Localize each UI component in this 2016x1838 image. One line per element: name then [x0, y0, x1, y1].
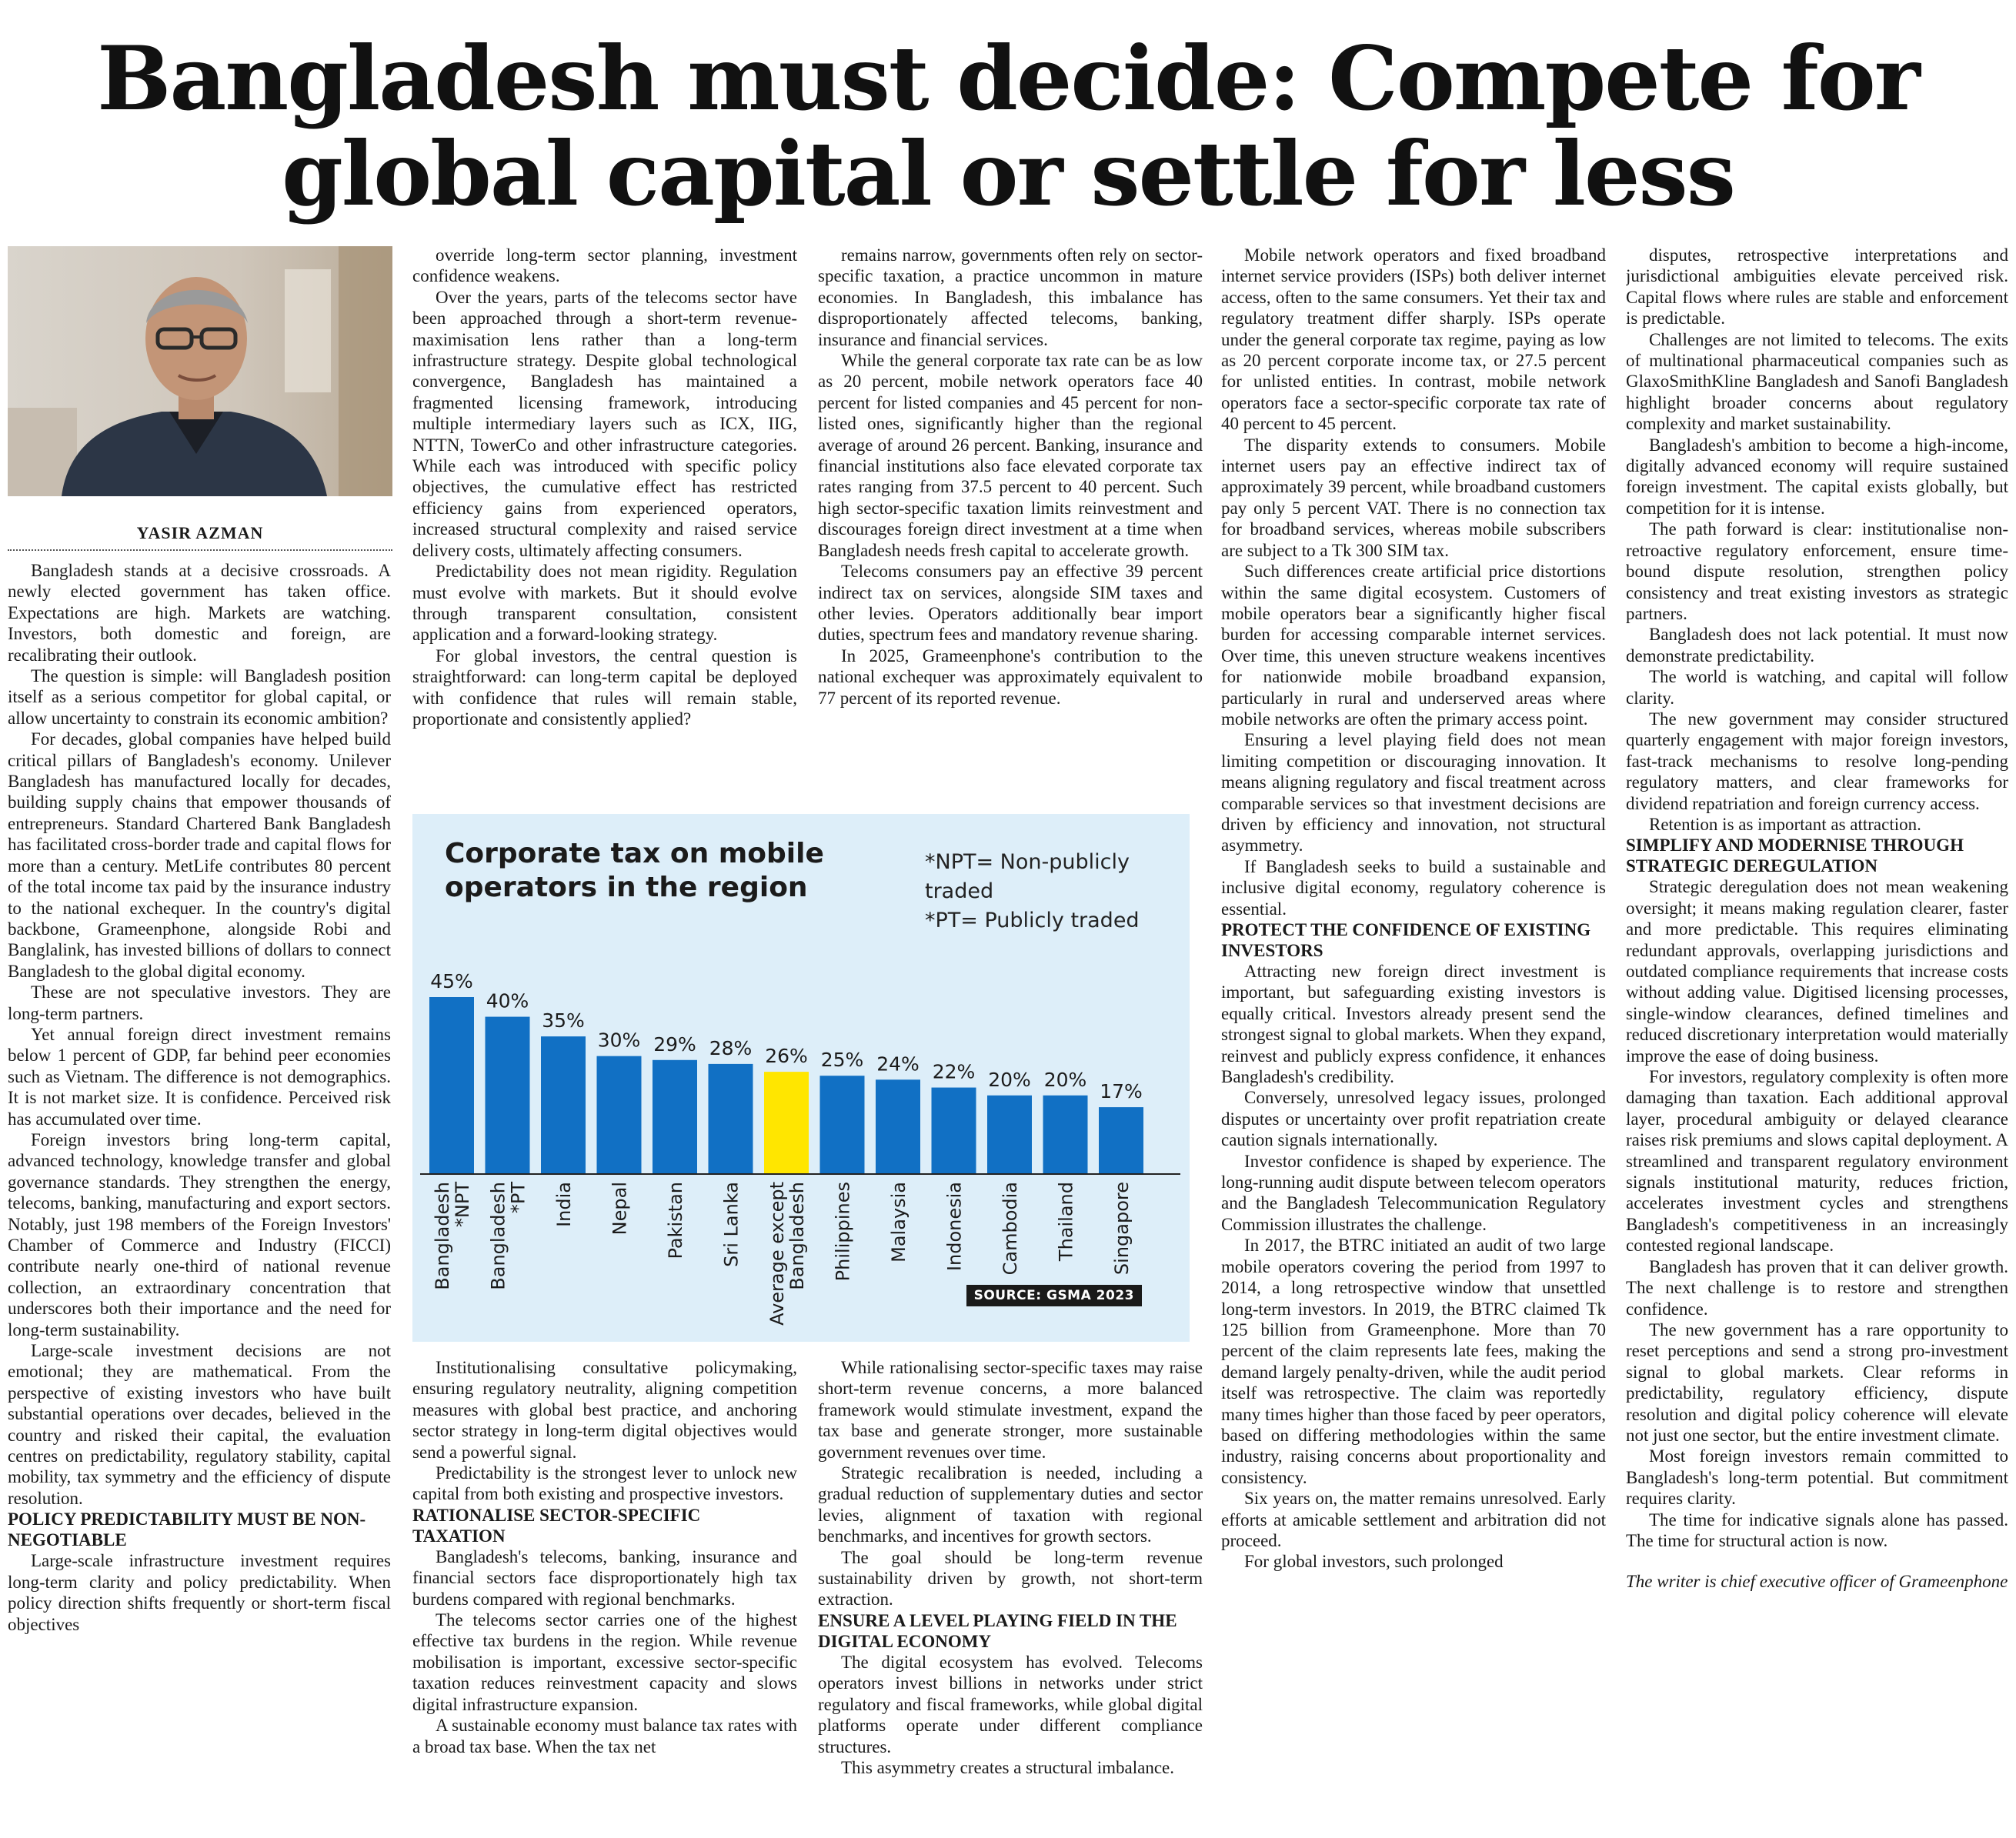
value-label: 17%: [1100, 1080, 1143, 1103]
category-label-line: *NPT: [452, 1182, 473, 1228]
bar-nepal: [597, 1056, 642, 1174]
bar-singapore: [1099, 1107, 1143, 1174]
category-label-line: Nepal: [609, 1182, 631, 1236]
value-label: 22%: [932, 1060, 976, 1083]
tax-chart: [412, 814, 1190, 1342]
value-label: 25%: [820, 1049, 864, 1072]
category-label-line: Pakistan: [665, 1182, 686, 1259]
value-label: 24%: [876, 1052, 920, 1076]
bar-pakistan: [653, 1060, 697, 1174]
category-label: [1000, 1182, 1021, 1275]
category-label: [944, 1182, 966, 1271]
value-label: 26%: [765, 1045, 808, 1068]
category-label: [721, 1182, 743, 1267]
category-label-line: Bangladesh: [786, 1182, 808, 1290]
column-2-top: [412, 245, 797, 814]
article-paragraph: remains narrow, governments often rely on sector-specific taxation, a practice uncommon in mature economies. In Bangladesh, this imbalance has disproportionately affected telecoms, banking, insurance and financial services.: [818, 245, 1203, 349]
value-label: 28%: [709, 1036, 753, 1059]
category-label-line: *PT: [507, 1182, 529, 1214]
article-paragraph: For decades, global companies have helped build critical pillars of Bangladesh's economy. Unilever Bangladesh has manufactured locally for decades, building supply chains that empower thousands of entrepreneurs. Standard Chartered Bank Bangladesh has facilitated cross-border trade and capital flows for more than a century. MetLife contributes 80 percent of the total income tax paid by the insurance industry to the national exchequer. In the country's digital backbone, Grameenphone, alongside Robi and Banglalink, has invested billions of dollars to connect Bangladesh to the global digital economy.: [8, 729, 391, 981]
article-paragraph: disputes, retrospective interpretations and jurisdictional ambiguities elevate perceived risk. Capital flows where rules are stable and enforcement is predictable.: [1626, 245, 2008, 329]
value-label: 35%: [542, 1009, 585, 1032]
article-paragraph: Large-scale investment decisions are not emotional; they are mathematical. From the perspective of existing investors who have built substantial operations over decades, believed in the country and risked their capital, the evaluation centres on predictability, regulatory stability, capital mobility, tax symmetry and the efficiency of dispute resolution.: [8, 1341, 391, 1508]
article-paragraph: For investors, regulatory complexity is often more damaging than taxation. Each additional approval layer, procedural ambiguity or delayed clearance raises risk premiums and slows capital deployment. A streamlined and transparent regulatory environment signals institutional maturity, reduces friction, accelerates investment cycles and strengthens Bangladesh's competitiveness in an increasingly contested regional landscape.: [1626, 1067, 2008, 1256]
column-1: [8, 560, 391, 1830]
article-paragraph: Telecoms consumers pay an effective 39 percent indirect tax on services, alongside SIM taxes and other levies. Operators additionally bear import duties, spectrum fees and mandatory revenue sharing.: [818, 562, 1203, 645]
article-paragraph: Bangladesh's telecoms, banking, insurance and financial sectors face disproportionately high tax burdens compared with regional benchmarks.: [412, 1546, 797, 1609]
article-paragraph: These are not speculative investors. They are long-term partners.: [8, 982, 391, 1023]
article-paragraph: The question is simple: will Bangladesh position itself as a serious competitor for global capital, or allow uncertainty to constrain its economic ambition?: [8, 666, 391, 728]
byline: YASIR AZMAN: [8, 523, 392, 551]
column-3-top: [818, 245, 1203, 814]
headline: [0, 27, 2016, 225]
article-paragraph: The disparity extends to consumers. Mobile internet users pay an effective indirect tax of approximately 39 percent, while broadband customers pay only 5 percent VAT. There is no connection tax for broadband services, whereas mobile subscribers are subject to a Tk 300 SIM tax.: [1221, 435, 1606, 560]
article-paragraph: Strategic deregulation does not mean weakening oversight; it means making regulation clearer, faster and more predictable. This requires eliminating redundant approvals, overlapping jurisdictions and outdated compliance requirements that increase costs without adding value. Digitised licensing processes, single-window clearances, defined timelines and reduced discretionary interpretation would materially improve the ease of doing business.: [1626, 877, 2008, 1066]
article-paragraph: Large-scale infrastructure investment requires long-term clarity and policy predictability. When policy direction shifts frequently or short-term fiscal objectives: [8, 1551, 391, 1634]
category-label: [766, 1182, 808, 1326]
article-paragraph: In 2017, the BTRC initiated an audit of two large mobile operators covering the period from 1997 to 2014, a long retrospective window that unsettled long-term investors. In 2019, the BTRC claimed Tk 125 billion from Grameenphone. More than 70 percent of the claim represents late fees, making the demand largely penalty-driven, while the audit period itself was retrospective. The claim was reportedly many times higher than those faced by peer operators, based on differing methodologies within the same industry, raising concerns about proportionality and consistency.: [1221, 1236, 1606, 1487]
bar-sri-lanka: [709, 1064, 753, 1174]
category-label: [553, 1182, 575, 1227]
article-paragraph: Six years on, the matter remains unresolved. Early efforts at amicable settlement and arbitration did not proceed.: [1221, 1489, 1606, 1550]
chart-source: SOURCE: GSMA 2023: [966, 1285, 1142, 1306]
article-paragraph: Bangladesh stands at a decisive crossroads. A newly elected government has taken office. Expectations are high. Markets are watching. Investors, both domestic and foreign, are recalibrating their outlook.: [8, 561, 391, 665]
column-3-bottom: [818, 1357, 1203, 1830]
category-label: [609, 1182, 631, 1235]
article-paragraph: The digital ecosystem has evolved. Telecoms operators invest billions in networks under strict regulatory and fiscal frameworks, while global digital platforms operate under different compliance structures.: [818, 1652, 1203, 1756]
category-label-line: Cambodia: [1000, 1182, 1021, 1276]
value-label: 20%: [1043, 1068, 1087, 1091]
article-paragraph: Such differences create artificial price distortions within the same digital ecosystem. Customers of mobile operators bear a significantly higher fiscal burden for accessing comparable internet services. Over time, this uneven structure weakens incentives for nationwide mobile broadband expansion, particularly in rural and underserved areas where mobile networks are often the primary access point.: [1221, 562, 1606, 729]
column-2-bottom: [412, 1357, 797, 1830]
article-paragraph: Yet annual foreign direct investment remains below 1 percent of GDP, far behind peer economies such as Vietnam. The difference is not demographics. It is not market size. It is confidence. Perceived risk has accumulated over time.: [8, 1024, 391, 1129]
bar-thailand: [1043, 1096, 1088, 1174]
article-paragraph: Challenges are not limited to telecoms. The exits of multinational pharmaceutical companies such as GlaxoSmithKline Bangladesh and Sanofi Bangladesh highlight broader concerns about regulatory complexity and market sustainability.: [1626, 329, 2008, 434]
category-label: [432, 1182, 473, 1290]
article-paragraph: A sustainable economy must balance tax rates with a broad tax base. When the tax net: [412, 1716, 797, 1756]
section-heading: POLICY PREDICTABILITY MUST BE NON-NEGOTIABLE: [8, 1509, 366, 1550]
headline-line-1: Bangladesh must decide: Compete for: [97, 27, 1919, 130]
article-paragraph: If Bangladesh seeks to build a sustainable and inclusive digital economy, regulatory coherence is essential.: [1221, 856, 1606, 919]
article-paragraph: Ensuring a level playing field does not mean limiting competition or discouraging innovation. It means aligning regulatory and fiscal treatment across comparable services so that investment decisions are driven by efficiency and innovation, not structural asymmetry.: [1221, 730, 1606, 856]
article-paragraph: This asymmetry creates a structural imbalance.: [841, 1757, 1174, 1777]
article-paragraph: Institutionalising consultative policymaking, ensuring regulatory neutrality, aligning competition measures with global best practice, and anchoring sector strategy in long-term digital objectives would send a powerful signal.: [412, 1358, 797, 1462]
article-paragraph: The new government has a rare opportunity to reset perceptions and send a strong pro-investment signal to global markets. Clear reforms in predictability, regulatory efficiency, dispute resolution and digital policy coherence will elevate not just one sector, but the entire investment climate.: [1626, 1319, 2008, 1445]
article-paragraph: For global investors, the central question is straightforward: can long-term capital be deployed with confidence that rules will remain stable, proportionate and consistently applied?: [412, 645, 797, 729]
category-label-line: India: [553, 1182, 575, 1227]
category-label-line: Sri Lanka: [720, 1182, 743, 1267]
category-label: [488, 1182, 529, 1290]
article-paragraph: The world is watching, and capital will follow clarity.: [1626, 667, 2008, 708]
article-paragraph: The path forward is clear: institutionalise non-retroactive regulatory enforcement, ensure time-bound dispute resolution, strengthen policy consistency and treat existing investors as strategic partners.: [1626, 519, 2008, 623]
section-heading: RATIONALISE SECTOR-SPECIFIC TAXATION: [412, 1505, 701, 1546]
category-label-line: Average except: [766, 1182, 788, 1326]
chart-plot: [412, 814, 1190, 1342]
legend-npt: *NPT= Non-publicly traded: [925, 850, 1130, 903]
bar-average-except-bangladesh: [764, 1072, 809, 1174]
article-paragraph: Most foreign investors remain committed to Bangladesh's long-term potential. But commitment requires clarity.: [1626, 1446, 2008, 1509]
article-paragraph: Attracting new foreign direct investment is important, but safeguarding existing investors is equally critical. Investors already present send the strongest signal to global markets. When they expand, reinvest and publicly express confidence, it enhances Bangladesh's credibility.: [1221, 962, 1606, 1087]
author-photo: [8, 246, 392, 496]
category-label-line: Indonesia: [943, 1182, 966, 1272]
article-paragraph: The new government may consider structured quarterly engagement with major foreign investors, fast-track mechanisms to resolve long-pending regulatory matters, and clear frameworks for dividend repatriation and foreign currency access.: [1626, 709, 2008, 813]
chart-title-line-1: Corporate tax on mobile: [445, 838, 824, 869]
category-label-line: Thailand: [1055, 1182, 1077, 1262]
bar-bangladesh-npt: [429, 997, 474, 1174]
value-label: 40%: [486, 989, 529, 1012]
article-paragraph: Predictability is the strongest lever to unlock new capital from both existing and prospective investors.: [412, 1463, 797, 1504]
legend-pt: *PT= Publicly traded: [925, 909, 1140, 932]
value-label: 45%: [430, 970, 473, 992]
article-paragraph: Predictability does not mean rigidity. Regulation must evolve with markets. But it should evolve through transparent consultation, consistent application and a forward-looking strategy.: [412, 562, 797, 645]
bar-cambodia: [987, 1096, 1032, 1174]
section-heading: ENSURE A LEVEL PLAYING FIELD IN THE DIGITAL ECONOMY: [818, 1610, 1177, 1651]
article-paragraph: The goal should be long-term revenue sustainability driven by growth, not short-term extraction.: [818, 1547, 1203, 1610]
article-paragraph: Strategic recalibration is needed, including a gradual reduction of supplementary duties and sector levies, alignment of taxation with regional benchmarks, and incentives for growth sectors.: [818, 1463, 1203, 1546]
article-paragraph: The writer is chief executive officer of Grameenphone: [1626, 1572, 2008, 1592]
category-label: [665, 1182, 686, 1259]
bar-malaysia: [876, 1079, 920, 1174]
article-paragraph: Foreign investors bring long-term capital, advanced technology, knowledge transfer and global governance standards. They strengthen the energy, telecoms, banking, manufacturing and export sectors. Notably, just 198 members of the Foreign Investors' Chamber of Commerce and Industry (FICCI) contribute nearly one-third of national revenue collection, an extraordinary concentration that underscores both their importance and the need for long-term sustainability.: [8, 1129, 391, 1339]
category-label-line: Bangladesh: [487, 1182, 509, 1290]
column-4: [1221, 245, 1606, 1830]
bar-philippines: [820, 1076, 865, 1174]
article-paragraph: Retention is as important as attraction.: [1649, 814, 1921, 834]
category-label-line: Philippines: [832, 1182, 854, 1282]
value-label: 30%: [597, 1029, 641, 1052]
article-paragraph: Conversely, unresolved legacy issues, prolonged disputes or uncertainty over profit repatriation create caution signals internationally.: [1221, 1088, 1606, 1150]
value-label: 29%: [653, 1032, 696, 1056]
headline-line-2: global capital or settle for less: [282, 122, 1734, 225]
category-label: [1056, 1182, 1077, 1262]
article-paragraph: In 2025, Grameenphone's contribution to the national exchequer was approximately equivalent to 77 percent of its reported revenue.: [818, 645, 1203, 708]
article-paragraph: Over the years, parts of the telecoms sector have been approached through a short-term revenue-maximisation lens rather than a long-term infrastructure strategy. Despite global technological convergence, Bangladesh has maintained a fragmented licensing framework, introducing multiple intermediary layers such as ICX, IIG, NTTN, TowerCo and other infrastructure categories. While each was introduced with specific policy objectives, the cumulative effect has restricted efficiency gains from experienced operators, increased structural complexity and raised service delivery costs, ultimately affecting consumers.: [412, 287, 797, 560]
article-paragraph: Bangladesh has proven that it can deliver growth. The next challenge is to restore and strengthen confidence.: [1626, 1256, 2008, 1319]
article-paragraph: Investor confidence is shaped by experience. The long-running audit dispute between telecom operators and the Bangladesh Telecommunication Regulatory Commission illustrates the challenge.: [1221, 1151, 1606, 1234]
article-paragraph: While the general corporate tax rate can be as low as 20 percent, mobile network operators face 40 percent for listed companies and 45 percent for non-listed ones, significantly higher than the regional average of around 26 percent. Banking, insurance and financial institutions also face elevated corporate tax rates ranging from 37.5 percent to 40 percent. Such high sector-specific taxation limits reinvestment and discourages foreign direct investment at a time when Bangladesh needs fresh capital to accelerate growth.: [818, 351, 1203, 560]
chart-title-line-2: operators in the region: [445, 872, 808, 903]
category-label: [833, 1182, 854, 1281]
bar-bangladesh-pt: [486, 1017, 530, 1174]
bar-india: [541, 1036, 586, 1174]
article-paragraph: Bangladesh's ambition to become a high-income, digitally advanced economy will require sustained foreign investment. The capital exists globally, but competition for it is intense.: [1626, 435, 2008, 518]
article-paragraph: While rationalising sector-specific taxes may raise short-term revenue concerns, a more balanced framework would stimulate investment, expand the tax base and generate stronger, more sustainable government revenues over time.: [818, 1358, 1203, 1462]
article-paragraph: For global investors, such prolonged: [1244, 1552, 1504, 1572]
category-label-line: Singapore: [1111, 1182, 1133, 1276]
bar-indonesia: [932, 1088, 976, 1174]
section-heading: PROTECT THE CONFIDENCE OF EXISTING INVESTORS: [1221, 920, 1591, 960]
article-paragraph: The time for indicative signals alone has passed. The time for structural action is now.: [1626, 1509, 2008, 1550]
value-label: 20%: [988, 1068, 1031, 1091]
category-label: [1111, 1182, 1133, 1275]
category-label: [888, 1182, 910, 1263]
article-paragraph: override long-term sector planning, investment confidence weakens.: [412, 245, 797, 286]
article-paragraph: Mobile network operators and fixed broadband internet service providers (ISPs) both deliver internet access, often to the same consumers. Yet their tax and regulatory treatment differ sharply. ISPs operate under the general corporate tax regime, paying as low as 20 percent corporate income tax, or 27.5 percent for unlisted entities. In contrast, mobile network operators face a sector-specific corporate tax rate of 40 percent to 45 percent.: [1221, 245, 1606, 434]
article-paragraph: The telecoms sector carries one of the highest effective tax burdens in the region. While revenue mobilisation is important, excessive sector-specific taxation reduces reinvestment capacity and slows digital infrastructure expansion.: [412, 1610, 797, 1714]
column-5: [1626, 245, 2008, 1830]
article-paragraph: Bangladesh does not lack potential. It must now demonstrate predictability.: [1626, 625, 2008, 665]
section-heading: SIMPLIFY AND MODERNISE THROUGH STRATEGIC DEREGULATION: [1626, 836, 1964, 876]
category-label-line: Malaysia: [888, 1182, 910, 1263]
category-label-line: Bangladesh: [432, 1182, 453, 1290]
